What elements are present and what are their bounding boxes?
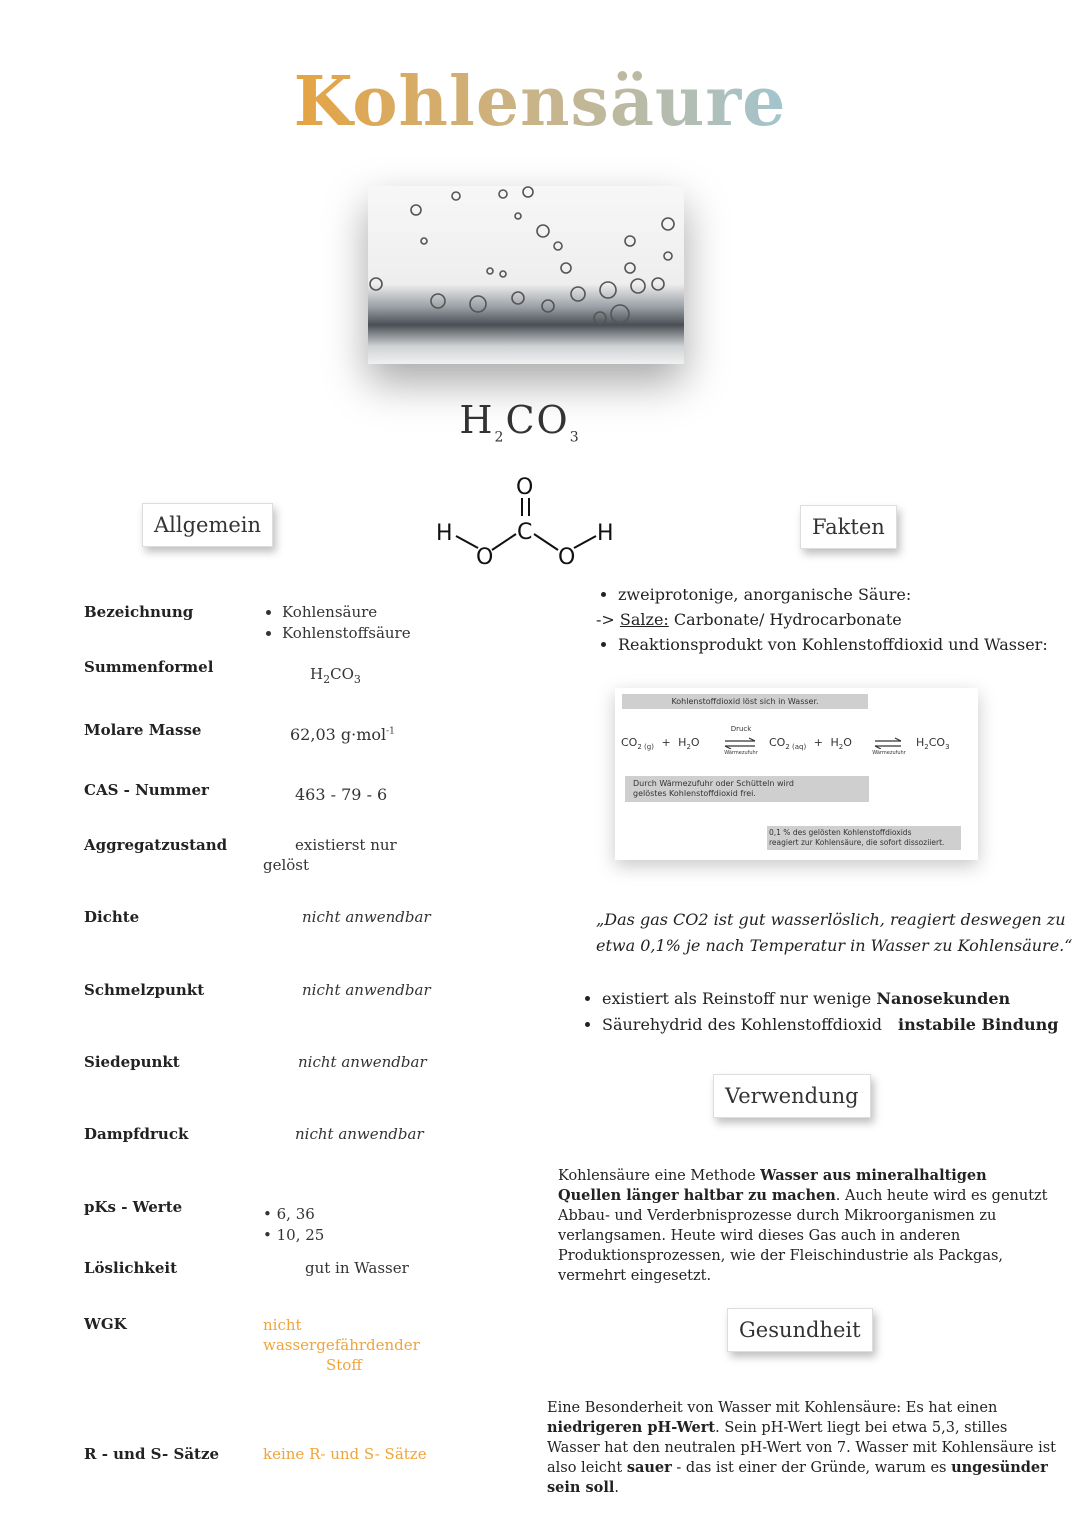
wgk-value: [263, 1315, 420, 1375]
atom-c: C: [517, 520, 533, 545]
fact-item: • Reaktionsprodukt von Kohlenstoffdioxid und Wasser:: [618, 632, 1078, 657]
reaction-equation-2: $CO_{2 (aq)} + H_2O$: [769, 736, 852, 752]
reaction-equation: $CO_{2 (g)} + H_2O$: [621, 736, 700, 752]
fact-item: • zweiprotonige, anorganische Säure:: [618, 582, 1078, 607]
waerme-label-1: Wärmezufuhr: [724, 750, 758, 756]
summenformel-value: $H_2CO_3$: [310, 665, 361, 686]
druck-label: Druck: [730, 725, 752, 733]
page-title: Kohlensäure: [0, 62, 1080, 142]
label-schmelzpunkt: Schmelzpunkt: [84, 981, 205, 999]
gesundheit-text: Eine Besonderheit von Wasser mit Kohlensäure: Es hat einen niedrigeren pH-Wert. Sein pH-Wert liegt bei etwa 5,3, stilles Wasser hat den neutralen pH-Wert von 7. Wasser mit Kohlensäure ist also leicht sauer - das ist einer der Gründe, warum es ungesünder sein soll.: [547, 1400, 1057, 1496]
aggregatzustand-line2: gelöst: [263, 856, 310, 874]
section-gesundheit: Gesundheit: [727, 1308, 873, 1352]
fact-item: • existiert als Reinstoff nur wenige Nanosekunden: [602, 986, 1072, 1011]
equilibrium-arrow-2: [873, 737, 903, 749]
label-molare-masse: Molare Masse: [84, 721, 202, 739]
label-loeslichkeit: Löslichkeit: [84, 1259, 177, 1277]
waerme-label-2: Wärmezufuhr: [872, 750, 906, 756]
siedepunkt-value: nicht anwendbar: [298, 1053, 427, 1071]
label-cas: CAS - Nummer: [84, 781, 209, 799]
main-formula: $H_2CO_3$: [459, 398, 581, 446]
label-dampfdruck: Dampfdruck: [84, 1125, 189, 1143]
dampfdruck-value: nicht anwendbar: [295, 1125, 424, 1143]
rs-value: keine R- und S- Sätze: [263, 1445, 427, 1463]
diagram-middle-box: Durch Wärmezufuhr oder Schütteln wird gelöstes Kohlenstoffdioxid frei.: [625, 776, 869, 802]
reaction-diagram: [615, 688, 978, 860]
label-siedepunkt: Siedepunkt: [84, 1053, 180, 1071]
wgk-line: wassergefährdender: [263, 1336, 420, 1354]
loeslichkeit-value: gut in Wasser: [305, 1259, 409, 1277]
facts-list-3: [582, 986, 1072, 1038]
schmelzpunkt-value: nicht anwendbar: [302, 981, 431, 999]
molare-masse-value: 62,03 g·mol$^{-1}$: [290, 725, 395, 744]
atom-o-top: O: [516, 475, 534, 500]
cas-value: 463 - 79 - 6: [295, 785, 388, 804]
fact-item: • Säurehydrid des Kohlenstoffdioxid instabile Bindung: [602, 1012, 1072, 1037]
diagram-top-box: Kohlenstoffdioxid löst sich in Wasser.: [622, 694, 868, 709]
facts-list-2: [598, 632, 1078, 658]
atom-h-right: H: [597, 521, 614, 546]
facts-list-1: [598, 582, 1078, 608]
label-rs: R - und S- Sätze: [84, 1445, 220, 1463]
label-dichte: Dichte: [84, 908, 140, 926]
bezeichnung-item: • Kohlensäure: [282, 602, 411, 622]
label-wgk: WGK: [84, 1315, 127, 1333]
structural-formula: [430, 468, 630, 572]
wgk-line: Stoff: [326, 1356, 362, 1374]
wgk-line: nicht: [263, 1316, 302, 1334]
co2-quote: „Das gas CO2 ist gut wasserlöslich, reagiert deswegen zu etwa 0,1% je nach Temperatur in Wasser zu Kohlensäure.“: [596, 910, 1073, 955]
atom-o-left: O: [476, 545, 494, 570]
aggregatzustand-line1: existierst nur: [295, 836, 397, 854]
bezeichnung-list: [262, 602, 411, 644]
fact-salze: -> Salze: Carbonate/ Hydrocarbonate: [596, 610, 902, 629]
dichte-value: nicht anwendbar: [302, 908, 431, 926]
label-summenformel: Summenformel: [84, 658, 214, 676]
bubbles-photo: [368, 186, 684, 364]
bezeichnung-item: • Kohlenstoffsäure: [282, 623, 411, 643]
pks-values: [263, 1204, 324, 1246]
diagram-lower-box: 0,1 % des gelösten Kohlenstoffdioxids reagiert zur Kohlensäure, die sofort dissoziiert.: [767, 826, 961, 850]
verwendung-text: Kohlensäure eine Methode Wasser aus mineralhaltigen Quellen länger haltbar zu machen. Auch heute wird es genutzt Abbau- und Verderbnisprozesse durch Mikroorganismen zu verlangsamen. Heute wird dieses Gas auch in anderen Produktionsprozessen, wie der Fleischindustrie als Packgas, vermehrt eingesetzt.: [558, 1167, 1048, 1284]
pks-value: • 10, 25: [263, 1226, 325, 1244]
section-fakten: Fakten: [800, 505, 897, 549]
atom-h-left: H: [436, 521, 453, 546]
section-allgemein: Allgemein: [142, 503, 273, 547]
equilibrium-arrow-1: [723, 737, 757, 749]
pks-value: • 6, 36: [263, 1205, 315, 1223]
section-verwendung: Verwendung: [713, 1074, 871, 1118]
bubbles-illustration: [368, 186, 684, 364]
label-bezeichnung: Bezeichnung: [84, 603, 194, 621]
label-pks: pKs - Werte: [84, 1198, 183, 1216]
h2co3-product: $H_2CO_3$: [916, 736, 950, 752]
atom-o-right: O: [558, 545, 576, 570]
label-aggregatzustand: Aggregatzustand: [84, 836, 228, 854]
